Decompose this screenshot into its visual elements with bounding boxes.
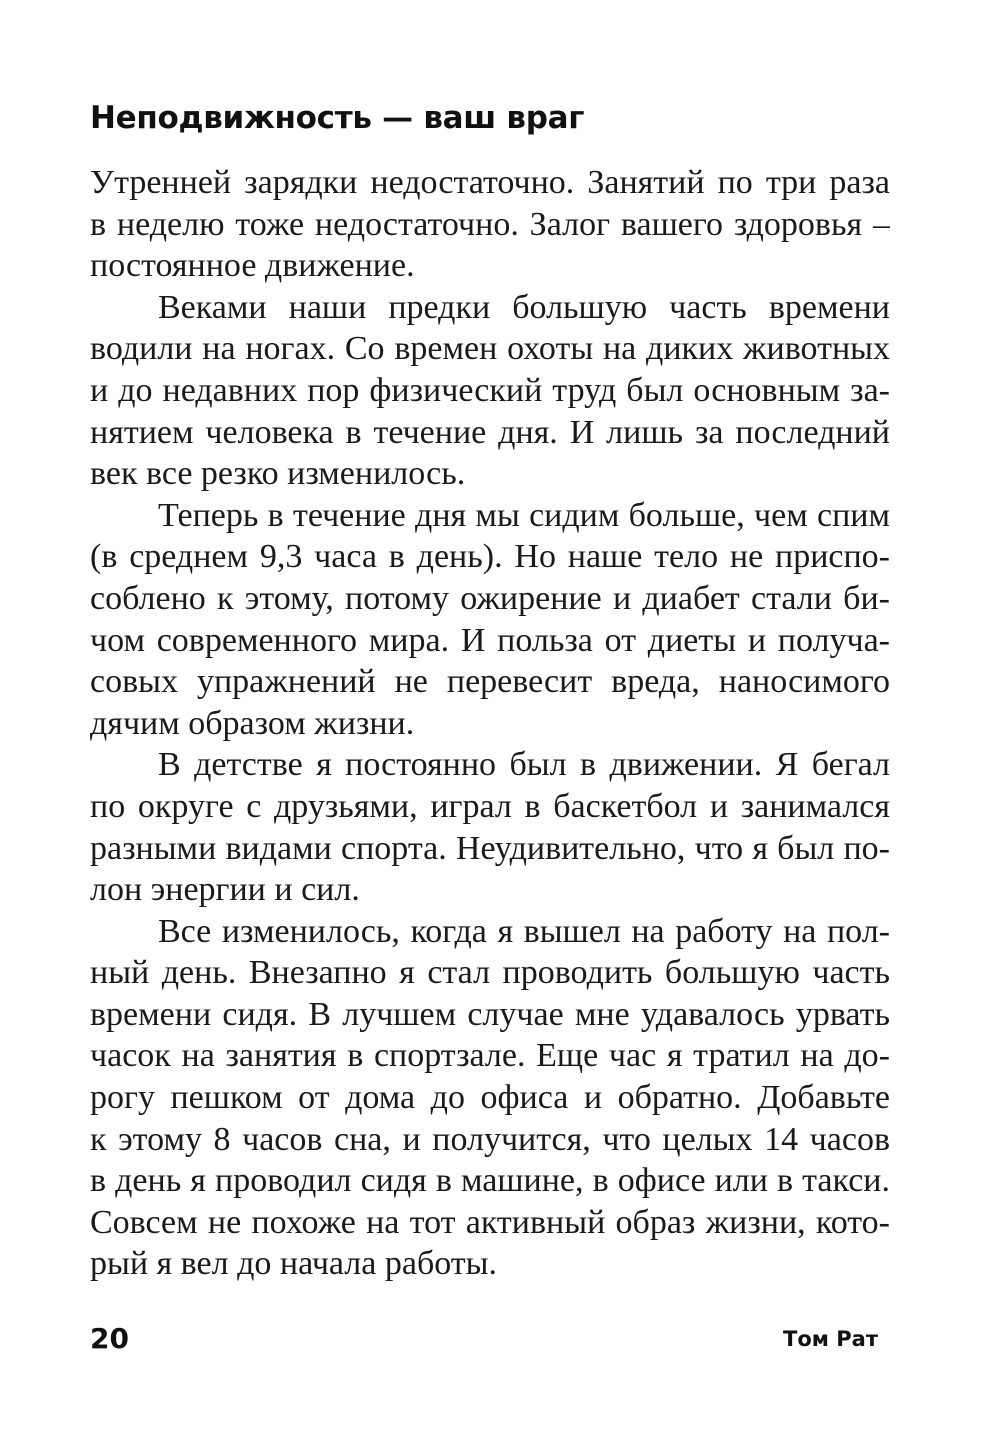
text-line: В детстве я постоянно был в движении. Я бегал — [158, 746, 890, 784]
text-line: часок на занятия в спортзале. Еще час я тратил на до- — [90, 1037, 890, 1075]
page-number: 20 — [90, 1322, 129, 1355]
text-line: в день я проводил сидя в машине, в офисе или в такси. — [90, 1162, 890, 1200]
text-line: (в среднем 9,3 часа в день). Но наше тело не приспо- — [90, 538, 890, 576]
text-line: и до недавних пор физический труд был основным за- — [90, 371, 890, 409]
text-line: рый я вел до начала работы. — [90, 1245, 498, 1283]
text-line: Утренней зарядки недостаточно. Занятий по три раза — [90, 164, 890, 201]
text-line: Все изменилось, когда я вышел на работу на пол- — [158, 912, 890, 950]
text-line: по округе с друзьями, играл в баскетбол и занимался — [90, 787, 890, 825]
text-line: постоянное движение. — [90, 247, 415, 285]
text-line: ный день. Внезапно я стал проводить большую часть — [90, 954, 890, 992]
running-footer-author: Том Рат — [783, 1327, 878, 1351]
text-line: в неделю тоже недостаточно. Залог вашего здоровья – — [90, 205, 890, 243]
text-line: Теперь в течение дня мы сидим больше, чем спим — [158, 496, 890, 534]
text-line: совых упражнений не перевесит вреда, наносимого — [90, 663, 890, 701]
text-line: соблено к этому, потому ожирение и диабет стали би- — [90, 579, 890, 617]
text-line: рогу пешком от дома до офиса и обратно. Добавьте — [90, 1079, 890, 1117]
text-line: Совсем не похоже на тот активный образ жизни, кото- — [90, 1203, 890, 1241]
text-line: нятием человека в течение дня. И лишь за последний — [90, 413, 890, 451]
text-line: к этому 8 часов сна, и получится, что целых 14 часов — [90, 1120, 890, 1158]
text-line: век все резко изменилось. — [90, 455, 466, 493]
text-line: чом современного мира. И польза от диеты и получа- — [90, 621, 890, 659]
text-line: времени сидя. В лучшем случае мне удавалось урвать — [90, 995, 890, 1033]
body-text — [90, 162, 890, 1285]
text-line: Веками наши предки большую часть времени — [158, 288, 890, 326]
section-heading: Неподвижность — ваш враг — [90, 100, 585, 136]
text-line: разными видами спорта. Неудивительно, что я был по- — [90, 829, 890, 867]
text-line: дячим образом жизни. — [90, 704, 415, 742]
text-line: водили на ногах. Со времен охоты на диких животных — [90, 330, 890, 368]
text-line: лон энергии и сил. — [90, 871, 360, 909]
